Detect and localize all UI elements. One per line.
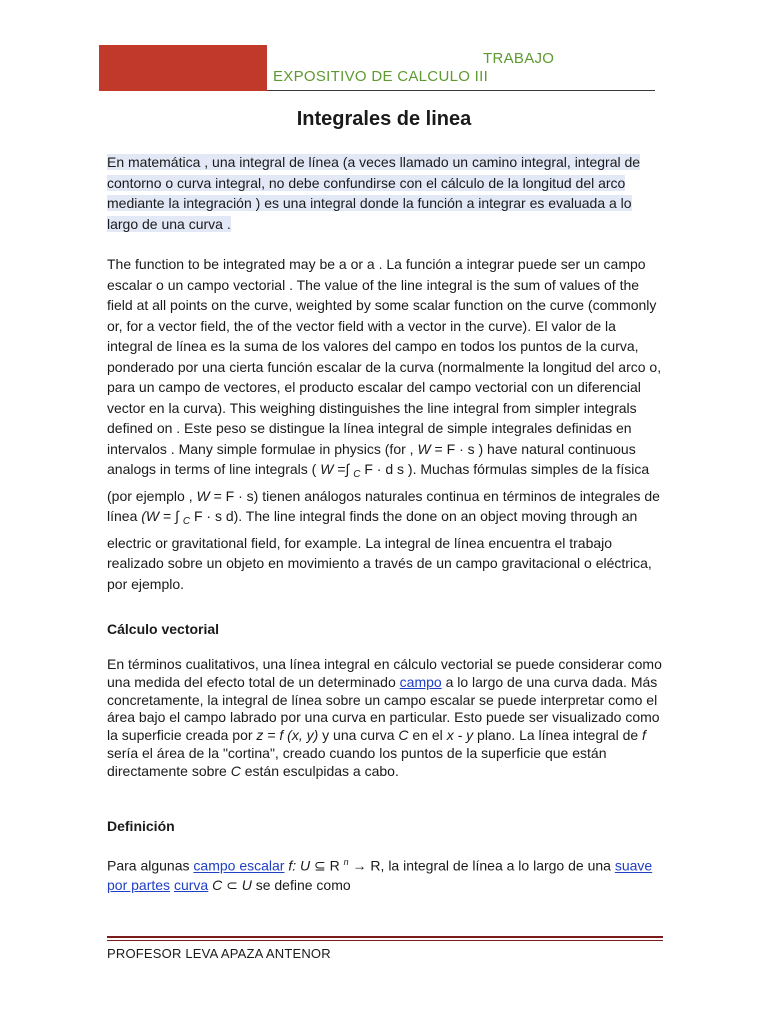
link-campo-escalar[interactable]: campo escalar xyxy=(193,857,285,874)
para2-text: The function to be integrated may be a or a . La función a integrar puede ser un campo escalar o un campo vectorial . The value of the line integral is the sum of values of the field at all points on the curve, weighted by some scalar function on the curve (commonly or, for a vector field, the of the vector field with a vector in the curve). El valor de la integral de línea es la suma de los valores del campo en todos los puntos de la curva, ponderado por una cierta función escalar de la curva (normalmente la longitud del arco o, para un campo de vectores, el producto escalar del campo vectorial con un diferencial vector en la curva). This weighing distinguishes the line integral from simpler integrals defined on . Este peso se distingue la línea integral de simple integrales definidas en intervalos . Many simple formulae in physics (for , xyxy=(107,256,662,457)
footer-rule-thin xyxy=(107,940,663,941)
para2-text: F · s d). The line integral finds the done on an object moving through an electric or gravitational field, for example. La integral de línea encuentra el trabajo realizado sobre un objeto en movimiento a través de un campo gravitacional o eléctrica, por ejemplo. xyxy=(107,508,652,592)
expr-z: z = f (x, y) xyxy=(256,727,319,744)
para3-text: sería el área de la "cortina", creado cuando los puntos de la superficie que están directamente sobre xyxy=(107,744,607,779)
header-rule xyxy=(267,90,655,91)
var-c: C xyxy=(212,876,223,893)
para2-text: = F · s ) have natural continuous analogs in terms of line integrals ( xyxy=(107,440,636,477)
para3-text: y una curva xyxy=(318,727,399,744)
expr-xy: x - y xyxy=(446,727,474,744)
intro-text: En matemática , una integral de línea (a veces llamado un camino integral, integral de contorno o curva integral, no debe confundirse con el cálculo de la longitud del arco mediante la integración ) es una integral donde la función a integrar es evaluada a lo largo de una curva . xyxy=(107,154,641,232)
var-c: C xyxy=(398,727,409,744)
function-paragraph xyxy=(107,254,663,594)
header-line-2: EXPOSITIVO DE CALCULO III xyxy=(273,68,489,85)
para3-text: En términos cualitativos, una línea integral en cálculo vectorial se puede considerar como una medida del efecto total de un determinado xyxy=(107,656,662,690)
var-w: (W xyxy=(141,508,160,524)
expr-f-u: f: U xyxy=(288,857,311,874)
var-f: f xyxy=(642,727,646,744)
page-title: Integrales de linea xyxy=(296,108,472,130)
para2-text: = ∫ xyxy=(159,508,183,524)
para2-text: = F · s) tienen análogos naturales continua en términos de integrales de línea xyxy=(107,487,660,524)
para2-text: =∫ xyxy=(333,461,354,477)
link-suave-por-partes[interactable]: suave por partes xyxy=(107,857,653,893)
heading-calculo-vectorial: Cálculo vectorial xyxy=(107,621,220,637)
definition-paragraph xyxy=(107,853,663,895)
para4-text: → R, la integral de línea a lo largo de una xyxy=(348,857,615,874)
para3-text: plano. La línea integral de xyxy=(473,727,643,744)
var-w: W xyxy=(320,461,334,477)
header-accent-block xyxy=(99,45,267,91)
var-n: n xyxy=(343,857,349,867)
var-w: W xyxy=(196,487,210,504)
para3-text: están esculpidas a cabo. xyxy=(240,762,399,779)
link-campo[interactable]: campo xyxy=(399,673,442,690)
para4-text: ⊆ R xyxy=(310,857,344,874)
link-curva[interactable]: curva xyxy=(173,876,209,893)
para3-text: en el xyxy=(408,727,447,744)
vectorial-paragraph xyxy=(107,656,663,781)
var-c: C xyxy=(353,469,361,480)
header-line-1: TRABAJO xyxy=(483,50,555,67)
var-u: U xyxy=(241,876,252,893)
heading-definicion: Definición xyxy=(107,818,175,834)
var-w: W xyxy=(417,440,431,457)
para2-text: F · d s ). Muchas fórmulas simples de la física (por ejemplo , xyxy=(107,461,650,504)
para3-text: a lo largo de una curva dada. Más concretamente, la integral de línea sobre un campo escalar se puede interpretar como el área bajo el campo labrado por una curva en particular. Esto puede ser visualizado como la superficie creada por xyxy=(107,673,660,744)
var-c: C xyxy=(230,762,241,779)
var-c: C xyxy=(182,516,191,527)
footer-author: PROFESOR LEVA APAZA ANTENOR xyxy=(107,946,331,961)
para4-text: se define como xyxy=(251,876,351,893)
footer-rule xyxy=(107,936,663,938)
para4-text: ⊂ xyxy=(222,876,242,893)
para4-text: Para algunas xyxy=(107,857,194,874)
intro-paragraph xyxy=(107,152,663,234)
